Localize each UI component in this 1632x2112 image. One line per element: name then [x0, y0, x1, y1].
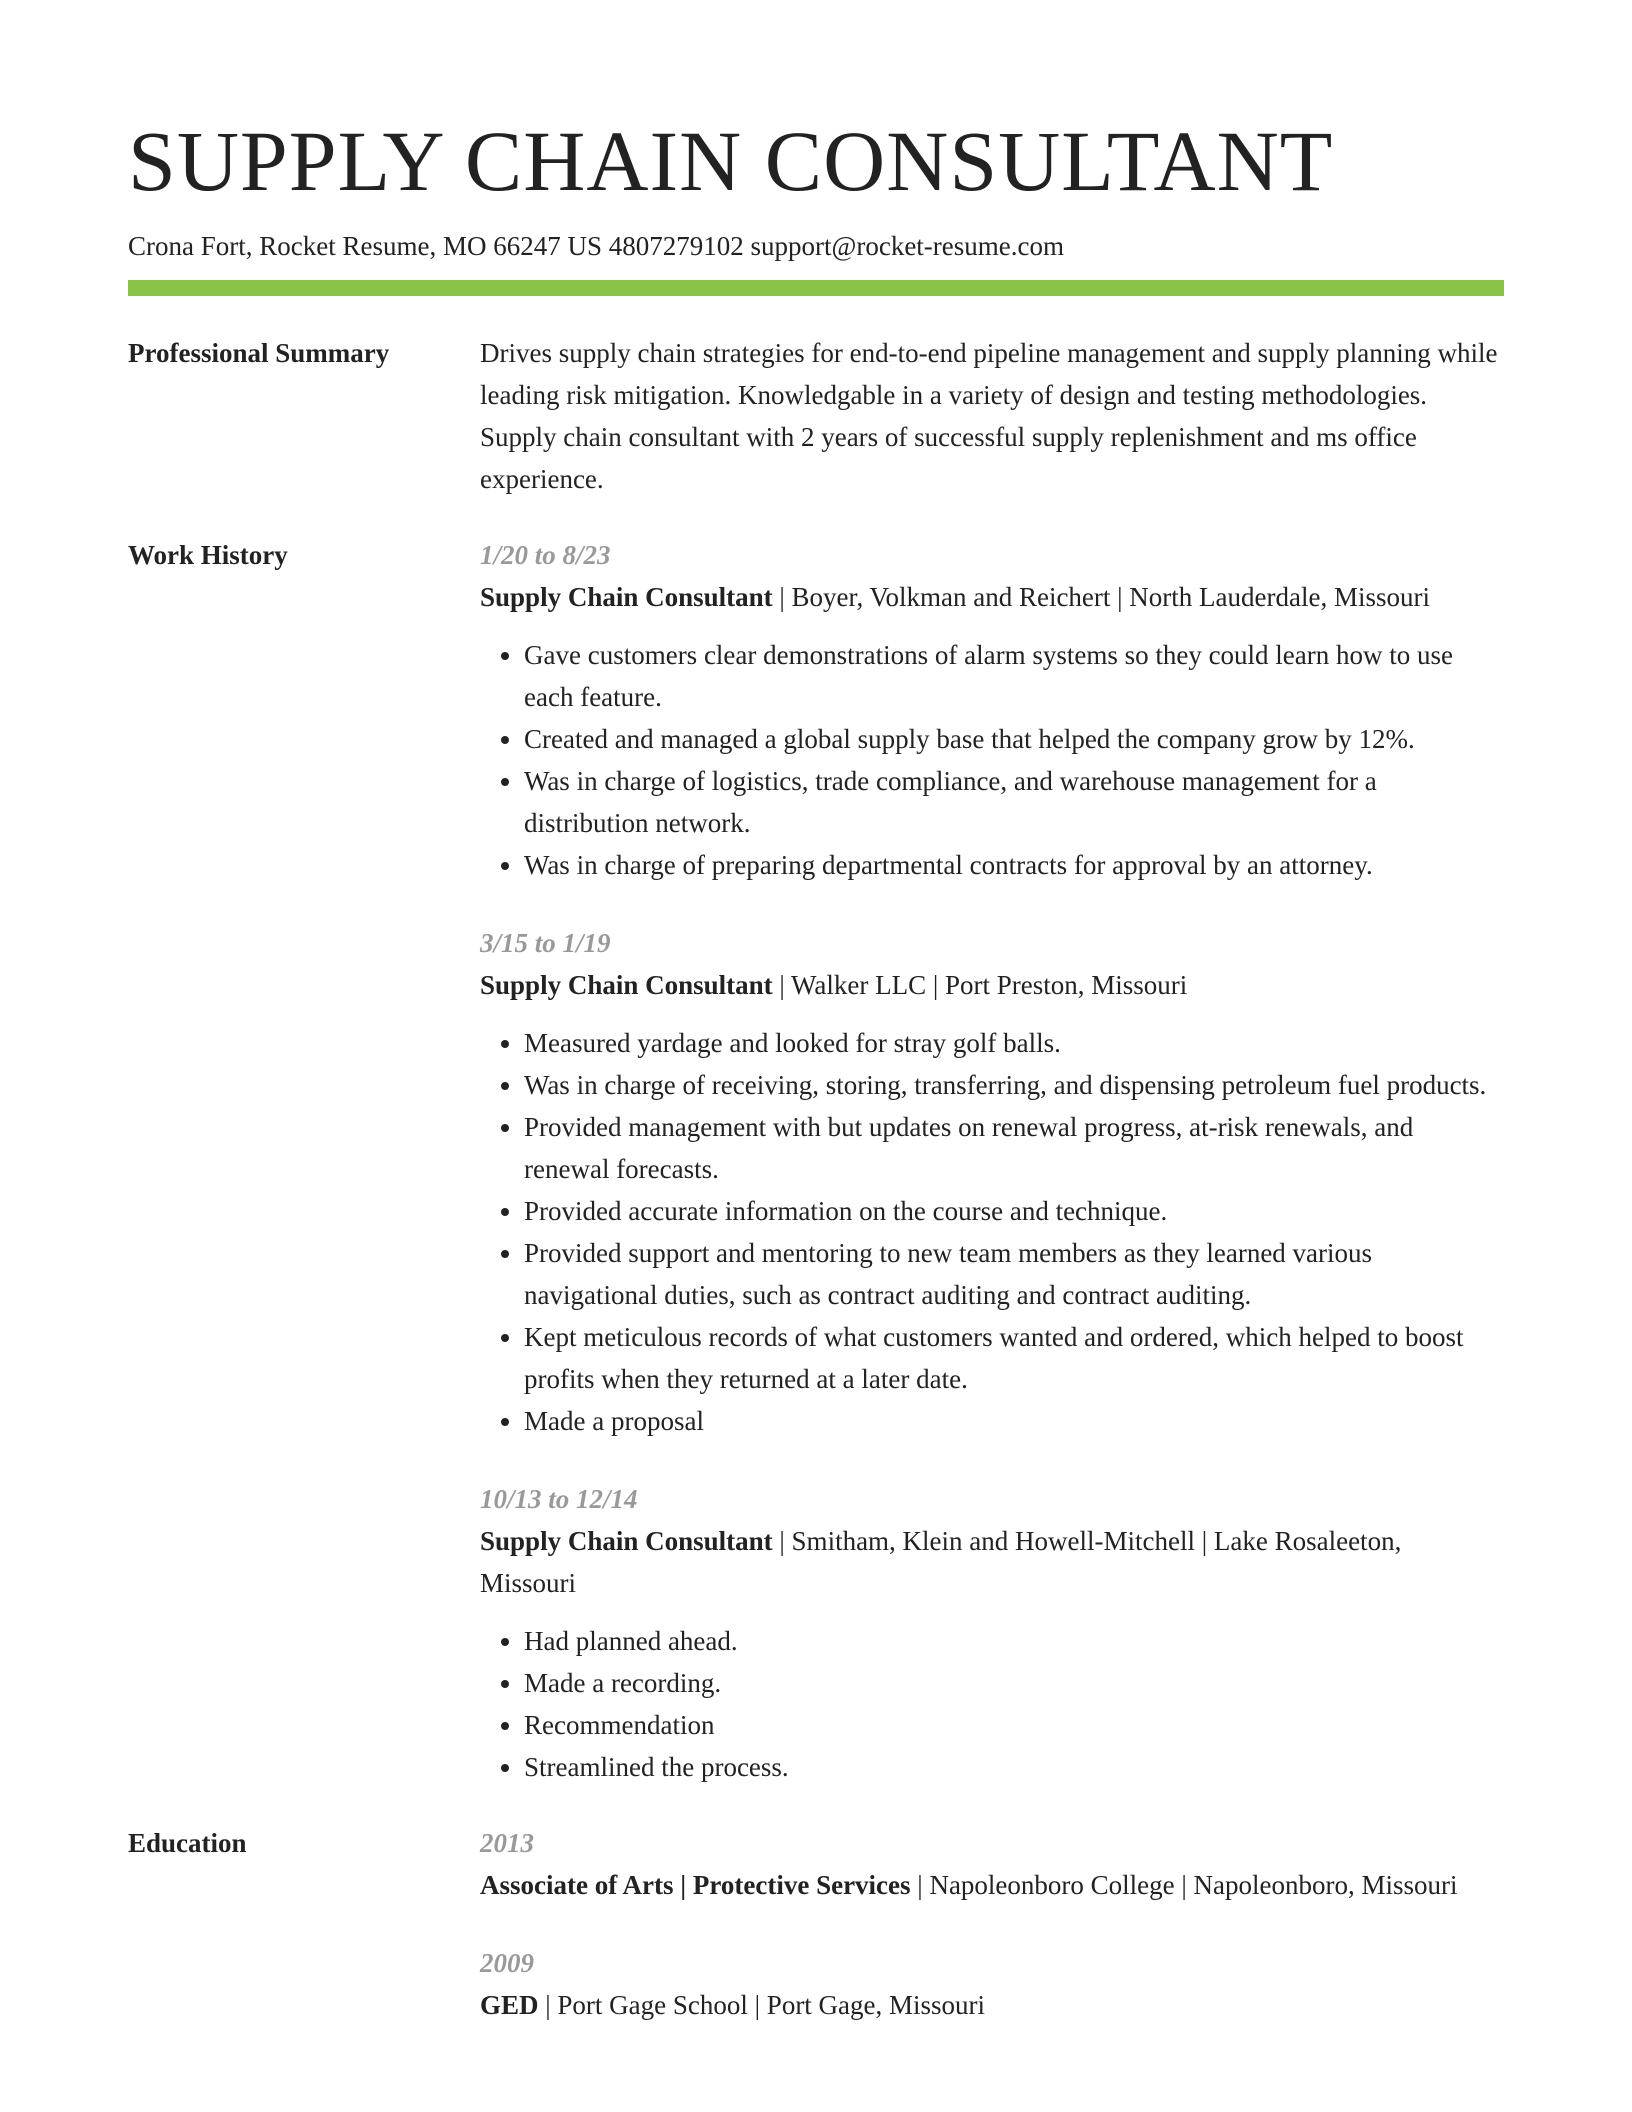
list-item: • Kept meticulous records of what customers wanted and ordered, which helped to boost profits when they returned at a later date. [524, 1316, 1504, 1400]
work-entry-role: Supply Chain Consultant [480, 1526, 773, 1557]
work-entry-date: 3/15 to 1/19 [480, 928, 611, 959]
education-entry-header [480, 1984, 1504, 2026]
work-history-body [480, 534, 1504, 1788]
work-entry-date: 10/13 to 12/14 [480, 1484, 638, 1515]
list-item: • Had planned ahead. [524, 1620, 1504, 1662]
list-item: • Streamlined the process. [524, 1746, 1504, 1788]
work-entry-details: | Boyer, Volkman and Reichert | North Lauderdale, Missouri [772, 582, 1430, 613]
list-item: • Created and managed a global supply base that helped the company grow by 12%. [524, 718, 1504, 760]
education-entry [480, 1942, 1504, 2026]
education-entry-degree: Associate of Arts | Protective Services [480, 1870, 911, 1901]
education-entry-details: | Port Gage School | Port Gage, Missouri [538, 1990, 986, 2021]
work-entry-date: 1/20 to 8/23 [480, 540, 611, 571]
work-entry [480, 1478, 1504, 1788]
list-item: • Provided management with but updates on renewal progress, at-risk renewals, and renewal forecasts. [524, 1106, 1504, 1190]
work-entry-role: Supply Chain Consultant [480, 970, 773, 1001]
education-body [480, 1822, 1504, 2026]
work-entry-header [480, 576, 1504, 618]
work-entry [480, 922, 1504, 1442]
resume-title: SUPPLY CHAIN CONSULTANT [128, 113, 1334, 209]
summary-section [128, 332, 1504, 500]
education-entry [480, 1822, 1504, 1906]
education-entry-date: 2009 [480, 1948, 534, 1979]
list-item: • Was in charge of logistics, trade compliance, and warehouse management for a distribution network. [524, 760, 1504, 844]
contact-line: Crona Fort, Rocket Resume, MO 66247 US 4807279102 support@rocket-resume.com [128, 231, 1064, 261]
work-entry-details: | Smitham, Klein and Howell-Mitchell | Lake Rosaleeton, Missouri [480, 1526, 1402, 1599]
work-entry-details: | Walker LLC | Port Preston, Missouri [772, 970, 1188, 1001]
list-item: • Made a proposal [524, 1400, 1504, 1442]
education-section [128, 1822, 1504, 2026]
work-history-section [128, 534, 1504, 1788]
list-item: • Gave customers clear demonstrations of alarm systems so they could learn how to use each feature. [524, 634, 1504, 718]
list-item: • Was in charge of preparing departmental contracts for approval by an attorney. [524, 844, 1504, 886]
work-history-heading: Work History [128, 540, 288, 571]
work-entry-bullets [480, 1022, 1504, 1442]
accent-divider [128, 280, 1504, 296]
work-entry-bullets [480, 1620, 1504, 1788]
education-entry-date: 2013 [480, 1828, 534, 1859]
list-item: • Provided accurate information on the course and technique. [524, 1190, 1504, 1232]
education-entry-details: | Napoleonboro College | Napoleonboro, Missouri [910, 1870, 1458, 1901]
summary-heading: Professional Summary [128, 338, 390, 369]
work-entry-bullets [480, 634, 1504, 886]
education-heading: Education [128, 1828, 247, 1859]
work-entry-header [480, 1520, 1504, 1604]
work-entry-header [480, 964, 1504, 1006]
list-item: • Provided support and mentoring to new team members as they learned various navigational duties, such as contract auditing and contract auditing. [524, 1232, 1504, 1316]
work-entry [480, 534, 1504, 886]
work-entry-role: Supply Chain Consultant [480, 582, 773, 613]
list-item: • Made a recording. [524, 1662, 1504, 1704]
education-entry-header [480, 1864, 1504, 1906]
summary-text: Drives supply chain strategies for end-to-end pipeline management and supply planning while leading risk mitigation. Knowledgable in a variety of design and testing methodologies. Supply chain consultant with 2 years of successful supply replenishment and ms office experience. [480, 338, 1498, 495]
list-item: • Measured yardage and looked for stray golf balls. [524, 1022, 1504, 1064]
list-item: • Was in charge of receiving, storing, transferring, and dispensing petroleum fuel products. [524, 1064, 1504, 1106]
education-entry-degree: GED [480, 1990, 539, 2021]
summary-body [480, 332, 1504, 500]
list-item: • Recommendation [524, 1704, 1504, 1746]
